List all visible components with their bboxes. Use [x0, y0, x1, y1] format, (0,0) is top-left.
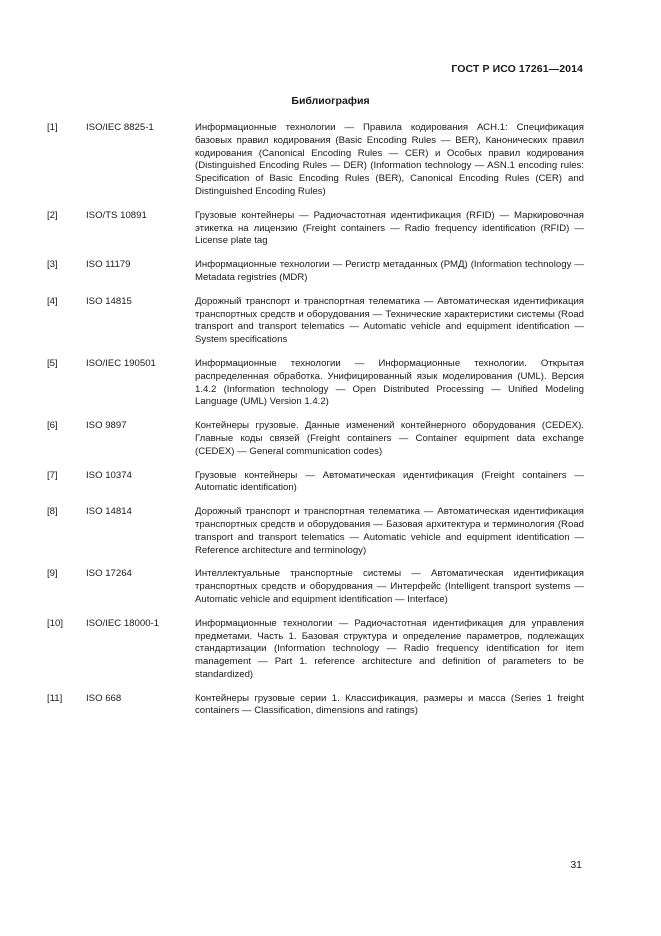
entry-description: Грузовые контейнеры — Автоматическая идентификация (Freight containers — Automatic identification) — [195, 469, 584, 494]
entry-description: Дорожный транспорт и транспортная телематика — Автоматическая идентификация транспортных средств и оборудования — Базовая архитектура и терминология (Road transport and transport telematics — Automatic vehicle and equipment identification — Reference architecture and terminology) — [195, 506, 584, 556]
entry-standard-code: ISO 10374 — [86, 469, 132, 481]
entry-number: [10] — [47, 617, 64, 629]
bibliography-entry — [47, 296, 584, 347]
bibliography-entry — [47, 122, 584, 199]
entry-number: [3] — [47, 259, 58, 271]
entry-description: Контейнеры грузовые. Данные изменений контейнерного оборудования (CEDEX). Главные коды связей (Freight containers — Container equipment data exchange (CEDEX) — General communication codes) — [195, 420, 584, 457]
page-number: 31 — [570, 859, 582, 871]
entry-description: Информационные технологии — Радиочастотная идентификация для управления предметами. Часть 1. Базовая структура и определение параметров, подлежащих стандартизации (Information technology — Radio frequency identification for item management — Part 1. reference architecture and definition of parameters to be standardized) — [195, 617, 584, 680]
entry-number: [11] — [47, 692, 63, 704]
entry-standard-code: ISO/IEC 190501 — [86, 357, 156, 369]
entry-description: Информационные технологии — Регистр метаданных (РМД) (Information technology — Metadata registries (MDR) — [195, 259, 584, 283]
bibliography-entry — [47, 259, 584, 285]
bibliography-entry — [47, 420, 584, 458]
entry-standard-code: ISO/IEC 18000-1 — [86, 617, 160, 629]
entry-standard-code: ISO 9897 — [86, 420, 127, 432]
entry-number: [8] — [47, 506, 58, 518]
bibliography-entry — [47, 470, 584, 496]
bibliography-entry — [47, 210, 584, 248]
entry-standard-code: ISO 668 — [86, 692, 122, 704]
entry-number: [7] — [47, 469, 58, 481]
entry-number: [2] — [47, 209, 58, 221]
bibliography-list — [47, 122, 584, 729]
bibliography-title: Библиография — [291, 95, 370, 107]
entry-standard-code: ISO/TS 10891 — [86, 209, 147, 221]
entry-standard-code: ISO/IEC 8825-1 — [86, 122, 154, 133]
entry-description: Информационные технологии — Правила кодирования АСН.1: Спецификация базовых правил кодирования (Basic Encoding Rules — BER), Канонических правил кодирования (Canonical Encoding Rules — CER) и Особых правил кодирования (Distinguished Encoding Rules — DER) (Information technology — ASN.1 encoding rules: Specification of Basic Encoding Rules (BER), Canonical Encoding Rules (CER) and Distinguished Encoding Rules) — [195, 122, 584, 197]
document-header-standard: ГОСТ Р ИСО 17261—2014 — [451, 63, 583, 75]
bibliography-entry — [47, 358, 584, 409]
bibliography-entry — [47, 568, 584, 606]
entry-description: Информационные технологии — Информационные технологии. Открытая распределенная обработка. Унифицированный язык моделирования (UML). Версия 1.4.2 (Information technology — Open Distributed Processing — Unified Modeling Language (UML) Version 1.4.2) — [195, 357, 584, 408]
entry-standard-code: ISO 11179 — [86, 259, 131, 271]
bibliography-entry — [47, 506, 584, 557]
entry-number: [4] — [47, 295, 58, 307]
entry-number: [1] — [47, 122, 58, 133]
entry-description: Интеллектуальные транспортные системы — Автоматическая идентификация транспортных средств и оборудования — Интерфейс (Intelligent transport systems — Automatic vehicle and equipment identification — Interface) — [195, 568, 584, 605]
entry-standard-code: ISO 14815 — [86, 295, 132, 307]
entry-number: [5] — [47, 357, 58, 369]
entry-standard-code: ISO 17264 — [86, 568, 132, 580]
entry-number: [9] — [47, 568, 58, 580]
entry-standard-code: ISO 14814 — [86, 506, 132, 518]
entry-description: Грузовые контейнеры — Радиочастотная идентификация (RFID) — Маркировочная этикетка на лицензию (Freight containers — Radio frequency identification (RFID) — License plate tag — [195, 209, 584, 247]
bibliography-entry — [47, 618, 584, 682]
entry-number: [6] — [47, 420, 58, 432]
entry-description: Контейнеры грузовые серии 1. Классификация, размеры и масса (Series 1 freight containers — Classification, dimensions and ratings) — [195, 692, 584, 717]
entry-description: Дорожный транспорт и транспортная телематика — Автоматическая идентификация транспортных средств и оборудования — Технические характеристики системы (Road transport and transport telematics — Automatic vehicle and equipment identification — System specifications — [195, 295, 584, 346]
bibliography-entry — [47, 693, 584, 719]
